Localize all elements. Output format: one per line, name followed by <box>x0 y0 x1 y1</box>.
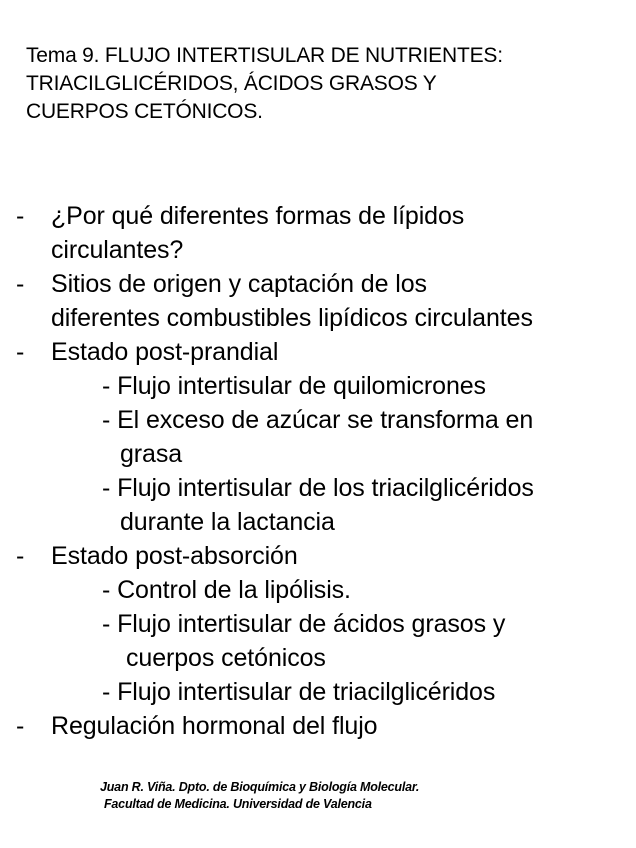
sub-item-line: - Control de la lipólisis. <box>102 576 351 604</box>
bullet-dash: - <box>16 542 25 570</box>
list-item-line: Estado post-prandial <box>51 338 279 366</box>
footer-line-2: Facultad de Medicina. Universidad de Valencia <box>104 797 372 811</box>
list-item-line: Regulación hormonal del flujo <box>51 712 378 740</box>
sub-item-line: - Flujo intertisular de quilomicrones <box>102 372 486 400</box>
bullet-dash: - <box>16 270 25 298</box>
sub-item-line: - Flujo intertisular de triacilglicéridos <box>102 678 496 706</box>
bullet-dash: - <box>16 712 25 740</box>
footer-line-1: Juan R. Viña. Dpto. de Bioquímica y Biología Molecular. <box>100 780 420 794</box>
list-item-line: Estado post-absorción <box>51 542 298 570</box>
list-item-line: circulantes? <box>51 236 184 264</box>
sub-item-line: grasa <box>120 440 183 468</box>
sub-item-line: - Flujo intertisular de ácidos grasos y <box>102 610 506 638</box>
document-title <box>26 42 616 126</box>
sub-item-line: - El exceso de azúcar se transforma en <box>102 406 534 434</box>
title-line-2: TRIACILGLICÉRIDOS, ÁCIDOS GRASOS Y <box>26 72 437 95</box>
title-line-1: Tema 9. FLUJO INTERTISULAR DE NUTRIENTES: <box>26 44 503 67</box>
bullet-dash: - <box>16 338 25 366</box>
sub-item-line: - Flujo intertisular de los triacilglicéridos <box>102 474 534 502</box>
list-item-line: diferentes combustibles lipídicos circulantes <box>51 304 533 332</box>
sub-item-line: durante la lactancia <box>120 508 335 536</box>
list-item-line: ¿Por qué diferentes formas de lípidos <box>51 202 465 230</box>
sub-item-line: cuerpos cetónicos <box>126 644 326 672</box>
list-item-line: Sitios de origen y captación de los <box>51 270 427 298</box>
title-line-3: CUERPOS CETÓNICOS. <box>26 100 263 123</box>
bullet-dash: - <box>16 202 25 230</box>
